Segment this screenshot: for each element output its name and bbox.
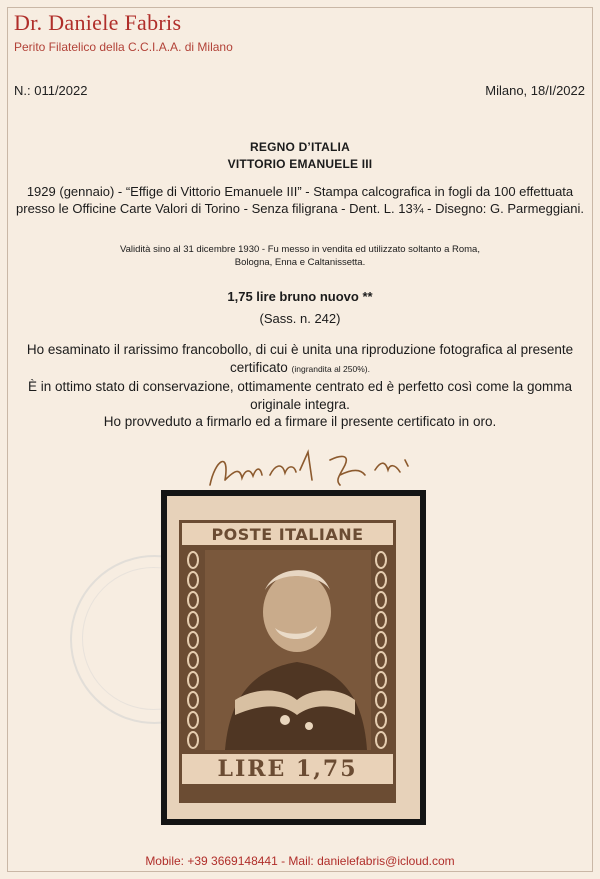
body-paragraph-3: Ho provveduto a firmarlo ed a firmare il presente certificato in oro. <box>103 414 497 429</box>
stamp-bottom-band <box>182 754 393 784</box>
certificate-body <box>0 341 600 431</box>
chain-ornament-right-icon <box>373 550 389 750</box>
enlargement-note: (ingrandita al 250%). <box>291 363 370 374</box>
validity-note: Validità sino al 31 dicembre 1930 - Fu messo in vendita ed utilizzato soltanto a Roma, Bologna, Enna e Caltanissetta. <box>120 244 480 268</box>
stamp-top-label: POSTE ITALIANE <box>211 524 364 544</box>
expert-name: Dr. Daniele Fabris <box>14 10 182 35</box>
stamp-top-band <box>182 523 393 545</box>
catalogue-number: (Sass. n. 242) <box>259 311 341 326</box>
contact-footer: Mobile: +39 3669148441 - Mail: danielefabris@icloud.com <box>145 854 455 868</box>
stamp-description: 1929 (gennaio) - “Effige di Vittorio Emanuele III” - Stampa calcografica in fogli da 100 effettuata presso le Officine Carte Valori di Torino - Senza filigrana - Dent. L. 13¾ - Disegno: G. Parmeggiani. <box>16 184 584 216</box>
king-portrait <box>205 550 371 750</box>
king-heading: VITTORIO EMANUELE III <box>227 157 373 171</box>
place-date: Milano, 18/I/2022 <box>485 83 585 98</box>
king-portrait-icon <box>205 550 371 750</box>
body-paragraph-2: È in ottimo stato di conservazione, ottimamente centrato ed è perfetto così come la gomma originale integra. <box>27 379 573 412</box>
body-paragraph-1-text: Ho esaminato il rarissimo francobollo, di cui è unita una riproduzione fotografica al presente certificato <box>26 342 574 375</box>
body-paragraph-1 <box>14 341 586 378</box>
certificate-number: N.: 011/2022 <box>14 83 88 98</box>
chain-ornament-left-icon <box>185 550 201 750</box>
stamp-photo <box>161 490 426 825</box>
kingdom-heading: REGNO D’ITALIA <box>250 140 350 154</box>
stamp-value-label: LIRE 1,75 <box>217 756 358 782</box>
expert-title: Perito Filatelico della C.C.I.A.A. di Milano <box>14 40 233 54</box>
stamp-identification: 1,75 lire bruno nuovo ** <box>227 289 373 304</box>
